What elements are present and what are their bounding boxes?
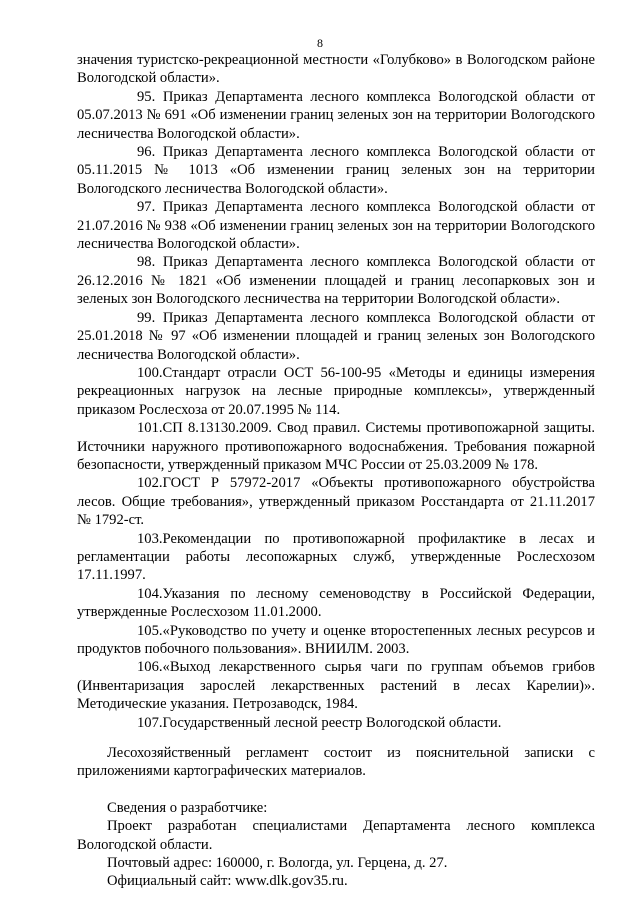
list-item-text: Приказ Департамента лесного комплекса Вологодской области от 05.07.2013 № 691 «Об изменении границ зеленых зон на территории Вологодского лесничества Вологодской области». <box>77 88 595 142</box>
list-item <box>77 658 595 713</box>
developer-project: Проект разработан специалистами Департамента лесного комплекса Вологодской области. <box>77 818 595 853</box>
developer-website: Официальный сайт: www.dlk.gov35.ru. <box>107 873 348 890</box>
list-item-text: Приказ Департамента лесного комплекса Вологодской области от 26.12.2016 № 1821 «Об изменении площадей и границ лесопарковых зон и зеленых зон Вологодского лесничества на территории Вологодской области». <box>77 254 595 308</box>
list-item <box>77 143 595 198</box>
list-item <box>77 364 595 419</box>
list-item <box>77 309 595 364</box>
list-item <box>77 198 595 253</box>
list-item-text: Государственный лесной реестр Вологодской области. <box>162 714 502 731</box>
list-item <box>77 585 595 622</box>
intro-fragment: значения туристско-рекреационной местности «Голубково» в Вологодском районе Вологодской области». <box>77 52 595 87</box>
list-item-number: 100. <box>137 364 163 381</box>
list-item-number: 99. <box>137 309 156 326</box>
reference-list <box>77 88 595 732</box>
list-item-text: «Выход лекарственного сырья чаги по группам объемов грибов (Инвентаризация зарослей лекарственных растений в лесах Карелии)». Методические указания. Петрозаводск, 1984. <box>77 659 595 713</box>
list-item <box>77 253 595 308</box>
list-item-number: 104. <box>137 585 163 602</box>
list-item-text: Приказ Департамента лесного комплекса Вологодской области от 05.11.2015 № 1013 «Об изменении границ зеленых зон на территории Вологодского лесничества Вологодской области». <box>77 144 595 197</box>
document-body <box>77 51 595 891</box>
list-item-number: 98. <box>137 254 156 271</box>
list-item-text: «Руководство по учету и оценке второстепенных лесных ресурсов и продуктов побочного пользования». ВНИИЛМ. 2003. <box>77 622 595 657</box>
list-item-text: Приказ Департамента лесного комплекса Вологодской области от 25.01.2018 № 97 «Об изменении площадей и границ зеленых зон Вологодского лесничества Вологодской области». <box>77 309 595 363</box>
developer-address: Почтовый адрес: 160000, г. Вологда, ул. Герцена, д. 27. <box>107 855 448 872</box>
list-item-number: 97. <box>137 199 156 216</box>
list-item <box>77 714 595 732</box>
list-item-number: 103. <box>137 530 163 547</box>
list-item-number: 102. <box>137 475 163 492</box>
list-item-number: 105. <box>137 622 163 639</box>
list-item <box>77 622 595 659</box>
developer-heading: Сведения о разработчике: <box>107 799 268 816</box>
list-item-text: Указания по лесному семеноводству в Российской Федерации, утвержденные Рослесхозом 11.01.2000. <box>77 585 595 621</box>
list-item-number: 106. <box>137 659 163 676</box>
list-item <box>77 419 595 474</box>
list-item <box>77 530 595 585</box>
list-item-text: Приказ Департамента лесного комплекса Вологодской области от 21.07.2016 № 938 «Об изменении границ зеленых зон на территории Вологодского лесничества Вологодской области». <box>77 199 595 253</box>
list-item-text: Рекомендации по противопожарной профилактике в лесах и регламентации работы лесопожарных служб, утвержденные Рослесхозом 17.11.1997. <box>77 530 595 584</box>
regulation-note: Лесохозяйственный регламент состоит из пояснительной записки с приложениями картографических материалов. <box>77 745 595 780</box>
list-item-number: 96. <box>137 144 156 161</box>
page-number: 8 <box>317 36 323 50</box>
list-item-text: СП 8.13130.2009. Свод правил. Системы противопожарной защиты. Источники наружного противопожарного водоснабжения. Требования пожарной безопасности, утвержденный приказом МЧС России от 25.03.2009 № 178. <box>77 420 595 473</box>
list-item-text: Стандарт отрасли ОСТ 56-100-95 «Методы и единицы измерения рекреационных нагрузок на лесные природные комплексы», утвержденный приказом Рослесхоза от 20.07.1995 № 114. <box>77 364 595 418</box>
list-item-number: 95. <box>137 88 156 105</box>
list-item-number: 107. <box>137 714 163 731</box>
list-item <box>77 88 595 143</box>
list-item <box>77 474 595 529</box>
list-item-number: 101. <box>137 420 163 437</box>
list-item-text: ГОСТ Р 57972-2017 «Объекты противопожарного обустройства лесов. Общие требования», утвержденный приказом Росстандарта от 21.11.2017 № 1792-ст. <box>77 475 595 529</box>
